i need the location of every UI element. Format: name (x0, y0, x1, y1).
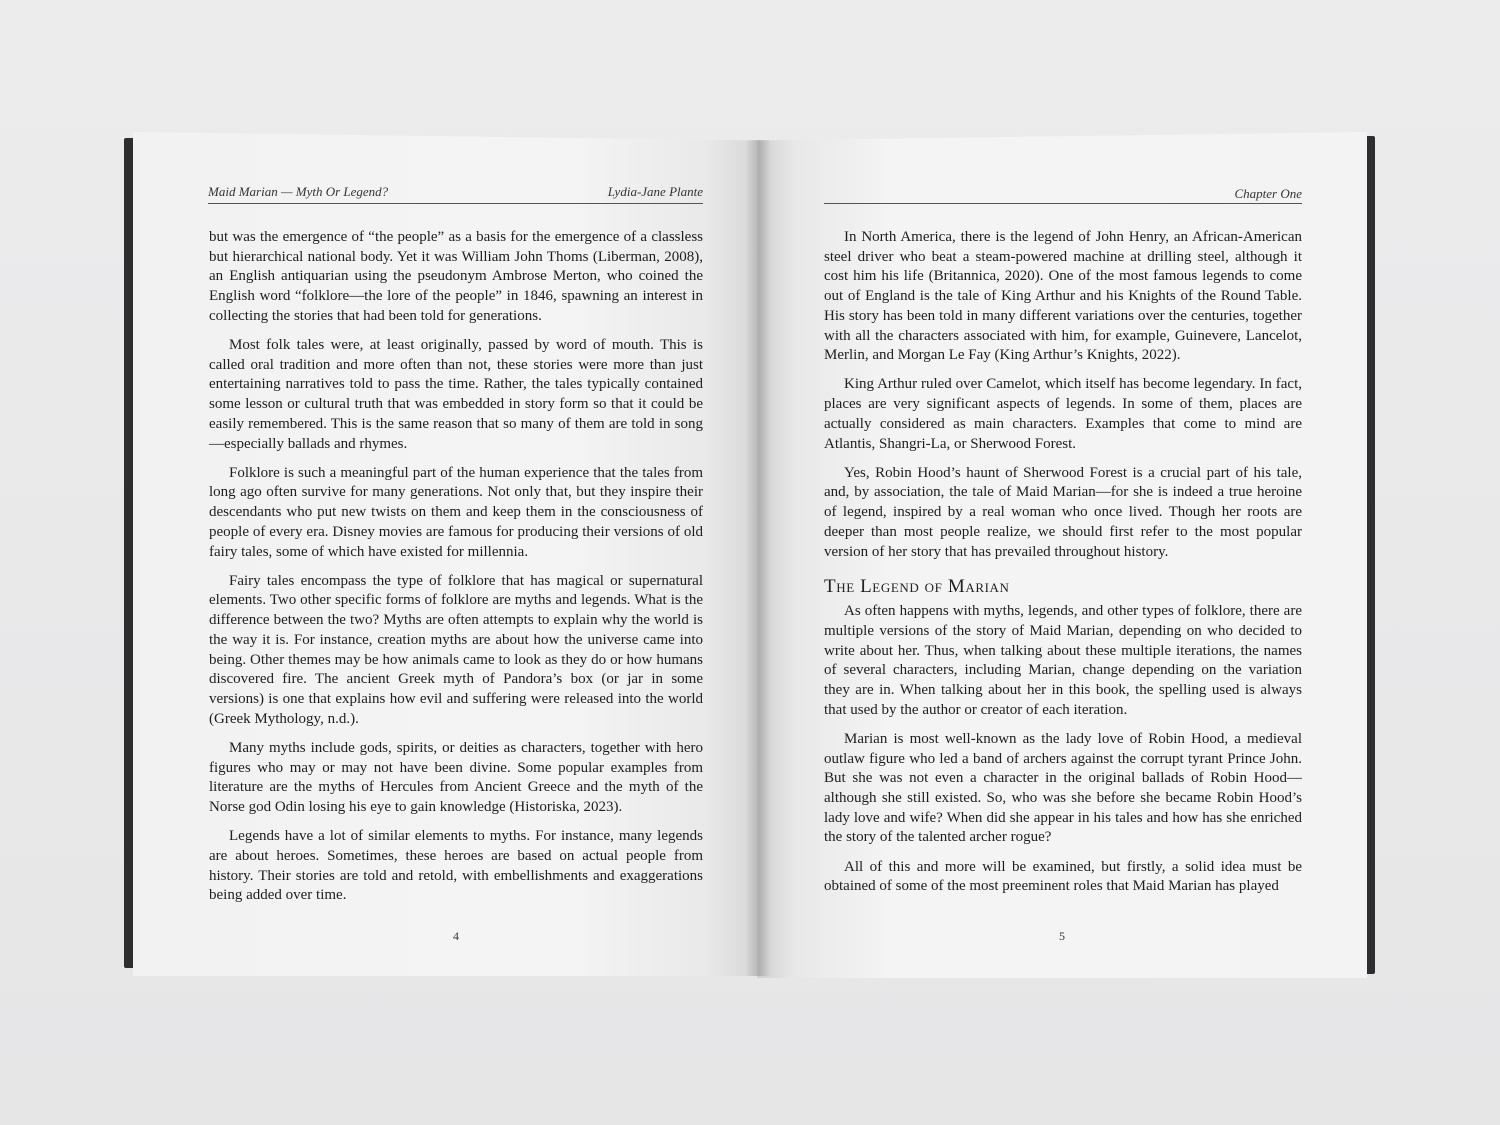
right-running-head (824, 184, 1302, 204)
paragraph: Marian is most well-known as the lady love of Robin Hood, a medieval outlaw figure who led a band of archers against the corrupt tyrant Prince John. But she was not even a character in the original ballads of Robin Hood—although she still existed. So, who was she before she became Robin Hood’s lady love and wife? When did she appear in his tales and how has she enriched the story of the talented archer rogue? (824, 730, 1302, 846)
paragraph: All of this and more will be examined, but firstly, a solid idea must be obtained of some of the most preeminent roles that Maid Marian has played (824, 858, 1302, 895)
paragraph: Fairy tales encompass the type of folklore that has magical or supernatural elements. Two other specific forms of folklore are myths and legends. What is the difference between the two? Myths are often attempts to explain why the world is the way it is. For instance, creation myths are about how the universe came into being. Other themes may be how animals came to look as they do or how humans discovered fire. The ancient Greek myth of Pandora’s box (or jar in some versions) is one that explains how evil and suffering were released into the world (Greek Mythology, n.d.). (209, 572, 703, 727)
paragraph: Yes, Robin Hood’s haunt of Sherwood Forest is a crucial part of his tale, and, by association, the tale of Maid Marian—for she is indeed a true heroine of legend, inspired by a real woman who once lived. Though her roots are deeper than most people realize, we should first refer to the most popular version of her story that has prevailed throughout history. (824, 464, 1302, 560)
page-number-right: 5 (1059, 929, 1065, 943)
paragraph: Most folk tales were, at least originally, passed by word of mouth. This is called oral tradition and more often than not, these stories were more than just entertaining narratives told to pass the time. Rather, the tales typically contained some lesson or cultural truth that was embedded in story form so that it could be easily remembered. This is the same reason that so many of them are told in song—especially ballads and rhymes. (209, 337, 703, 452)
page-number-left: 4 (453, 929, 459, 943)
paragraph: Folklore is such a meaningful part of the human experience that the tales from long ago often survive for many generations. Not only that, but they inspire their descendants who put new twists on them and keep them in the consciousness of people of every era. Disney movies are famous for producing their versions of old fairy tales, some of which have existed for millennia. (209, 464, 703, 560)
paragraph: Legends have a lot of similar elements to myths. For instance, many legends are about heroes. Sometimes, these heroes are based on actual people from history. Their stories are told and retold, with embellishments and exaggerations being added over time. (209, 828, 703, 904)
section-heading: The Legend of Marian (824, 576, 1010, 598)
paragraph: As often happens with myths, legends, and other types of folklore, there are multiple versions of the story of Maid Marian, depending on who decided to write about her. Thus, when talking about these multiple iterations, the names of several characters, including Marian, change depending on the variation they are in. When talking about her in this book, the spelling used is always that used by the author or creator of each iteration. (824, 603, 1302, 718)
paragraph: King Arthur ruled over Camelot, which itself has become legendary. In fact, places are very significant aspects of legends. In some of them, places are actually considered as main characters. Examples that come to mind are Atlantis, Shangri-La, or Sherwood Forest. (824, 376, 1302, 452)
paragraph: but was the emergence of “the people” as a basis for the emergence of a classless but hierarchical national body. Yet it was William John Thoms (Liberman, 2008), an English antiquarian using the pseudonym Ambrose Merton, who coined the English word “folklore—the lore of the people” in 1846, spawning an interest in collecting the stories that had been told for generations. (209, 229, 703, 324)
running-chapter: Chapter One (1234, 186, 1302, 201)
book-gutter (745, 140, 771, 976)
running-author: Lydia-Jane Plante (607, 184, 703, 199)
left-running-head (208, 184, 703, 204)
left-body-text (209, 228, 703, 916)
right-body-text (824, 228, 1302, 907)
paragraph: In North America, there is the legend of John Henry, an African-American steel driver who beat a steam-powered machine at drilling steel, although it cost him his life (Britannica, 2020). One of the most famous legends to come out of England is the tale of King Arthur and his Knights of the Round Table. His story has been told in many different variations over the centuries, together with all the characters associated with him, for example, Guinevere, Lancelot, Merlin, and Morgan Le Fay (King Arthur’s Knights, 2022). (824, 229, 1302, 364)
paragraph: Many myths include gods, spirits, or deities as characters, together with hero figures who may or may not have been divine. Some popular examples from literature are the myths of Hercules from Ancient Greece and the myth of the Norse god Odin losing his eye to gain knowledge (Historiska, 2023). (209, 739, 703, 815)
running-title: Maid Marian — Myth Or Legend? (208, 184, 389, 199)
